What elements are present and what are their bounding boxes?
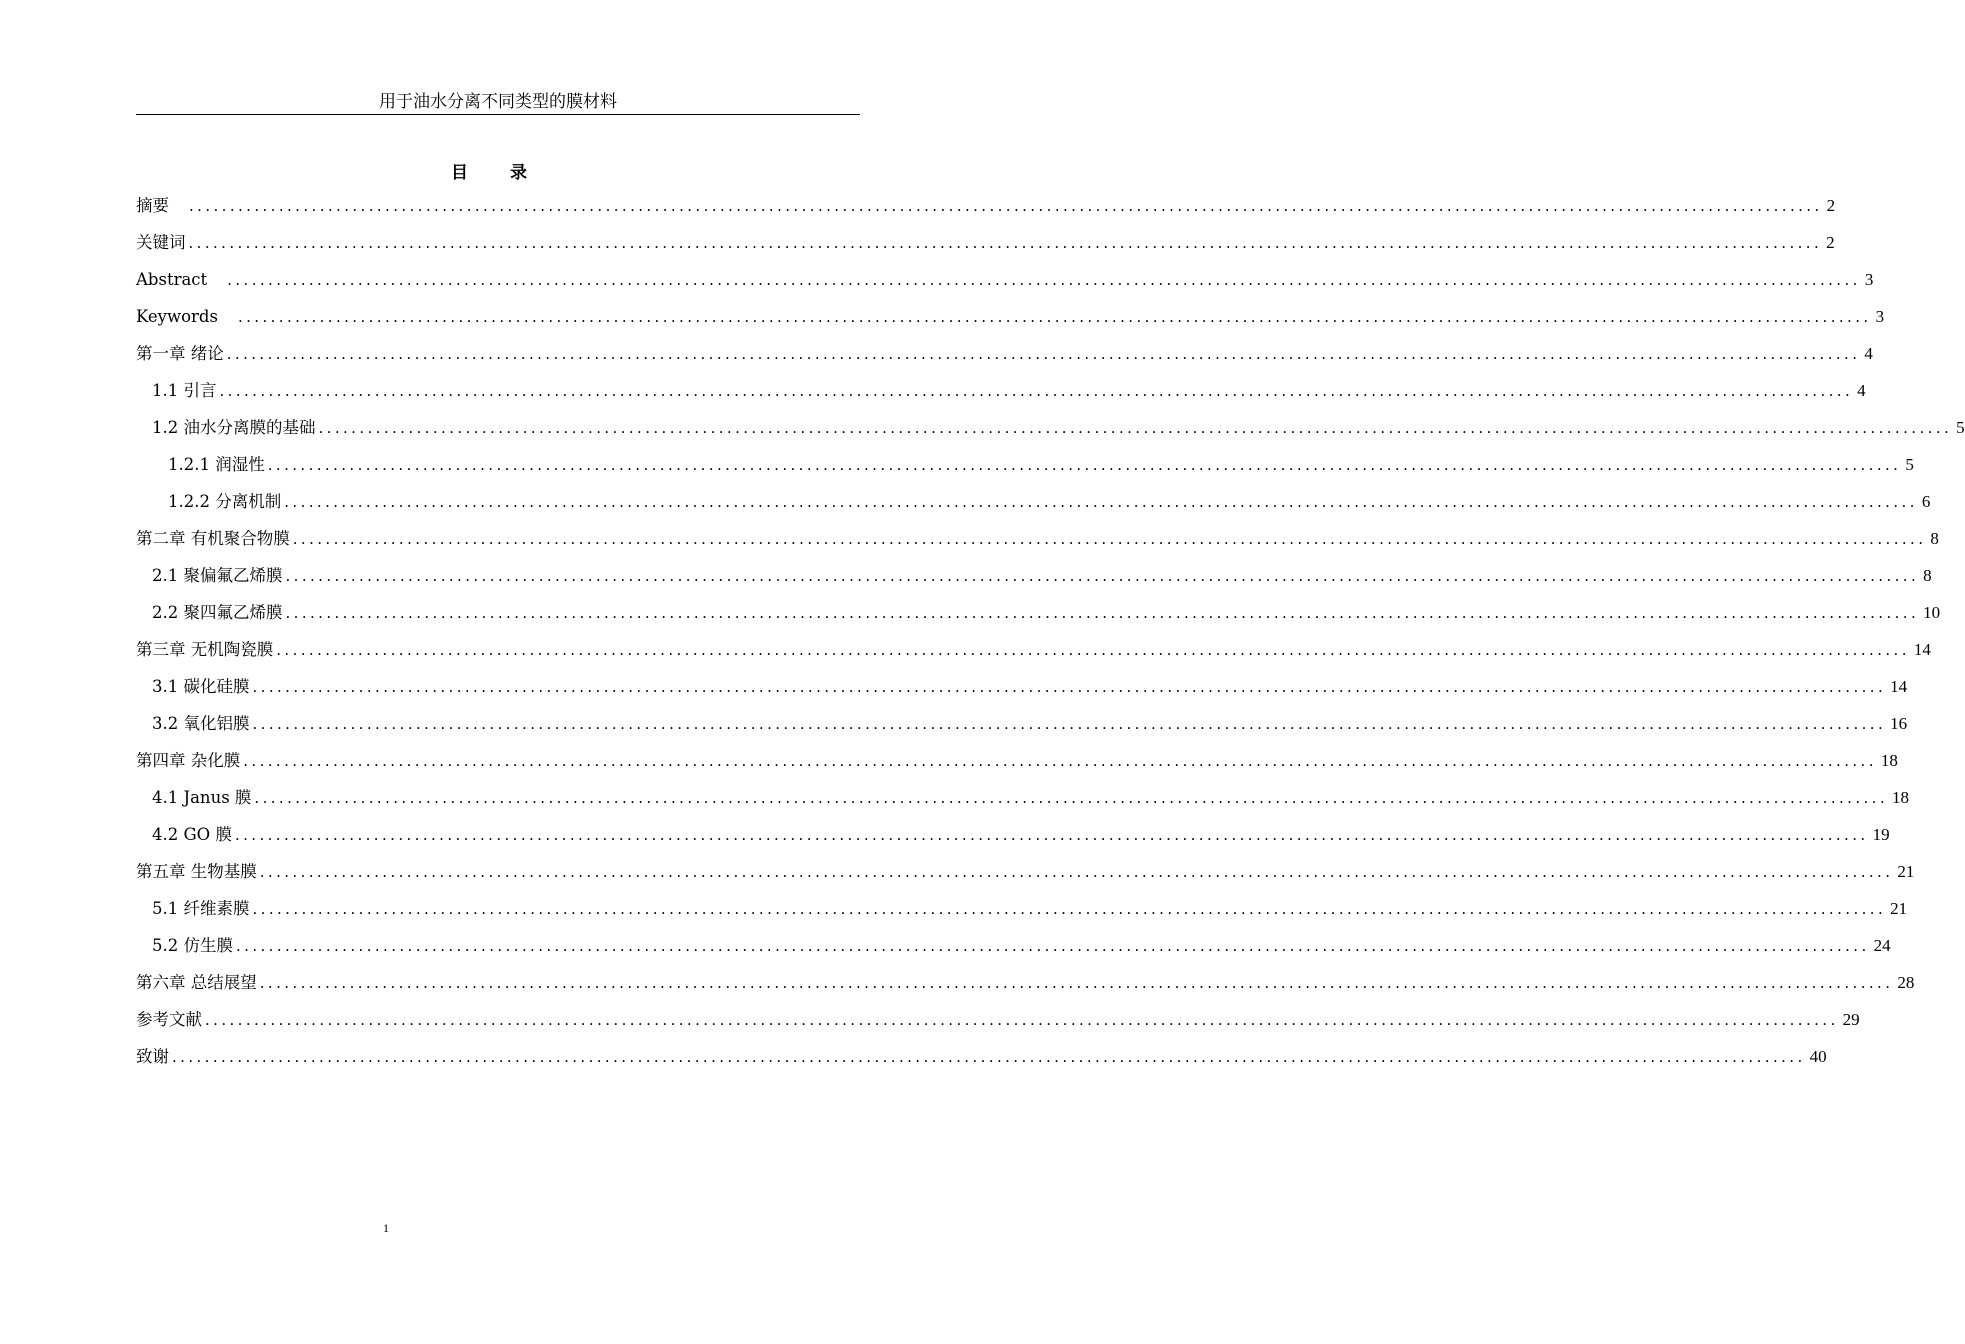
toc-entry-page: 4: [1857, 380, 1866, 400]
toc-dot-leader: ........................................................................................................................................................................................................: [252, 677, 1887, 696]
toc-entry-label: 3.1 碳化硅膜: [152, 676, 250, 696]
toc-entry[interactable]: [136, 964, 1915, 1001]
toc-entry[interactable]: [136, 890, 1908, 927]
toc-entry[interactable]: [136, 557, 1932, 594]
toc-entry-label: 致谢: [136, 1046, 169, 1066]
toc-entry[interactable]: [136, 742, 1898, 779]
toc-entry-label: 1.1 引言: [152, 380, 217, 400]
toc-dot-leader: ........................................................................................................................................................................................................: [285, 603, 1920, 622]
toc-dot-leader: ........................................................................................................................................................................................................: [276, 640, 1910, 659]
toc-entry-page: 28: [1897, 972, 1915, 992]
toc-entry-page: 14: [1890, 676, 1908, 696]
toc-dot-leader: ........................................................................................................................................................................................................: [227, 270, 1861, 289]
toc-entry[interactable]: [136, 705, 1908, 742]
toc-entry-page: 10: [1923, 602, 1941, 622]
toc-entry-page: 8: [1930, 528, 1939, 548]
toc-entry-label: Abstract: [136, 269, 208, 289]
table-of-contents: [136, 187, 1965, 1075]
toc-entry-page: 29: [1842, 1009, 1860, 1029]
toc-entry-label: 第一章 绪论: [136, 343, 224, 363]
toc-entry-label: 1.2.1 润湿性: [168, 454, 265, 474]
toc-entry-page: 40: [1809, 1046, 1827, 1066]
toc-dot-leader: ........................................................................................................................................................................................................: [219, 381, 1854, 400]
toc-entry-label: 第三章 无机陶瓷膜: [136, 639, 274, 659]
toc-dot-leader: ........................................................................................................................................................................................................: [252, 714, 1887, 733]
toc-entry-label: 4.1 Janus 膜: [152, 787, 252, 807]
toc-entry-label: 第六章 总结展望: [136, 972, 257, 992]
page-header: [136, 92, 860, 115]
toc-entry[interactable]: [136, 779, 1910, 816]
toc-entry-label: 4.2 GO 膜: [152, 824, 232, 844]
toc-dot-leader: ........................................................................................................................................................................................................: [172, 1047, 1806, 1066]
toc-title: 目 录: [451, 163, 545, 183]
toc-entry-page: 18: [1892, 787, 1910, 807]
toc-entry-label: 2.2 聚四氟乙烯膜: [152, 602, 283, 622]
toc-dot-leader: ........................................................................................................................................................................................................: [252, 899, 1887, 918]
toc-entry-page: 3: [1864, 269, 1874, 289]
toc-entry-page: 5: [1905, 454, 1914, 474]
toc-entry-page: 21: [1890, 898, 1908, 918]
toc-entry-label: 第五章 生物基膜: [136, 861, 257, 881]
toc-dot-leader: ........................................................................................................................................................................................................: [205, 1010, 1839, 1029]
toc-entry[interactable]: [136, 631, 1931, 668]
toc-entry-label: 1.2.2 分离机制: [168, 491, 282, 511]
toc-dot-leader: ........................................................................................................................................................................................................: [259, 973, 1894, 992]
toc-entry-page: 19: [1872, 824, 1890, 844]
toc-dot-leader: ........................................................................................................................................................................................................: [259, 862, 1894, 881]
toc-entry[interactable]: [136, 594, 1941, 631]
toc-entry-page: 4: [1864, 343, 1873, 363]
toc-entry[interactable]: [136, 927, 1891, 964]
toc-entry[interactable]: [136, 668, 1908, 705]
toc-entry[interactable]: [136, 335, 1873, 372]
toc-entry[interactable]: [136, 224, 1835, 261]
toc-entry-page: 14: [1913, 639, 1931, 659]
toc-entry[interactable]: [136, 261, 1874, 298]
toc-entry-page: 2: [1826, 195, 1836, 215]
toc-dot-leader: ........................................................................................................................................................................................................: [189, 196, 1823, 215]
toc-entry[interactable]: [136, 298, 1885, 335]
toc-dot-leader: ........................................................................................................................................................................................................: [267, 455, 1902, 474]
toc-entry[interactable]: [136, 1038, 1827, 1075]
toc-entry[interactable]: [136, 483, 1931, 520]
toc-dot-leader: ........................................................................................................................................................................................................: [292, 529, 1927, 548]
toc-dot-leader: ........................................................................................................................................................................................................: [284, 492, 1918, 511]
toc-entry[interactable]: [136, 372, 1866, 409]
toc-entry-label: 3.2 氧化铝膜: [152, 713, 250, 733]
toc-entry[interactable]: [136, 520, 1939, 557]
toc-entry[interactable]: [136, 1001, 1860, 1038]
toc-entry-label: 摘要: [136, 195, 169, 215]
toc-entry-label: 第四章 杂化膜: [136, 750, 241, 770]
toc-entry-page: 2: [1826, 232, 1835, 252]
page-number: 1: [383, 1221, 389, 1235]
toc-entry-label: 第二章 有机聚合物膜: [136, 528, 290, 548]
toc-dot-leader: ........................................................................................................................................................................................................: [285, 566, 1920, 585]
header-title: 用于油水分离不同类型的膜材料: [379, 92, 617, 112]
toc-dot-leader: ........................................................................................................................................................................................................: [243, 751, 1877, 770]
toc-entry-page: 18: [1880, 750, 1898, 770]
toc-entry[interactable]: [136, 187, 1836, 224]
toc-entry-label: Keywords: [136, 306, 218, 326]
toc-entry-page: 5: [1956, 417, 1965, 437]
toc-entry-page: 21: [1897, 861, 1915, 881]
toc-entry[interactable]: [136, 816, 1890, 853]
toc-dot-leader: ........................................................................................................................................................................................................: [318, 418, 1953, 437]
toc-entry-page: 8: [1923, 565, 1932, 585]
toc-entry-page: 24: [1873, 935, 1891, 955]
toc-dot-leader: ........................................................................................................................................................................................................: [237, 307, 1872, 326]
toc-dot-leader: ........................................................................................................................................................................................................: [188, 233, 1823, 252]
toc-entry-label: 5.2 仿生膜: [152, 935, 233, 955]
toc-entry-page: 3: [1875, 306, 1885, 326]
toc-entry[interactable]: [136, 409, 1965, 446]
toc-entry[interactable]: [136, 446, 1914, 483]
toc-dot-leader: ........................................................................................................................................................................................................: [226, 344, 1861, 363]
toc-entry-page: 6: [1921, 491, 1931, 511]
toc-dot-leader: ........................................................................................................................................................................................................: [236, 936, 1870, 955]
toc-dot-leader: ........................................................................................................................................................................................................: [234, 825, 1869, 844]
toc-dot-leader: ........................................................................................................................................................................................................: [254, 788, 1889, 807]
toc-entry-label: 5.1 纤维素膜: [152, 898, 250, 918]
toc-entry-label: 参考文献: [136, 1009, 202, 1029]
toc-entry-page: 16: [1890, 713, 1908, 733]
toc-entry-label: 2.1 聚偏氟乙烯膜: [152, 565, 283, 585]
toc-entry-label: 关键词: [136, 232, 186, 252]
toc-entry-label: 1.2 油水分离膜的基础: [152, 417, 316, 437]
toc-entry[interactable]: [136, 853, 1915, 890]
